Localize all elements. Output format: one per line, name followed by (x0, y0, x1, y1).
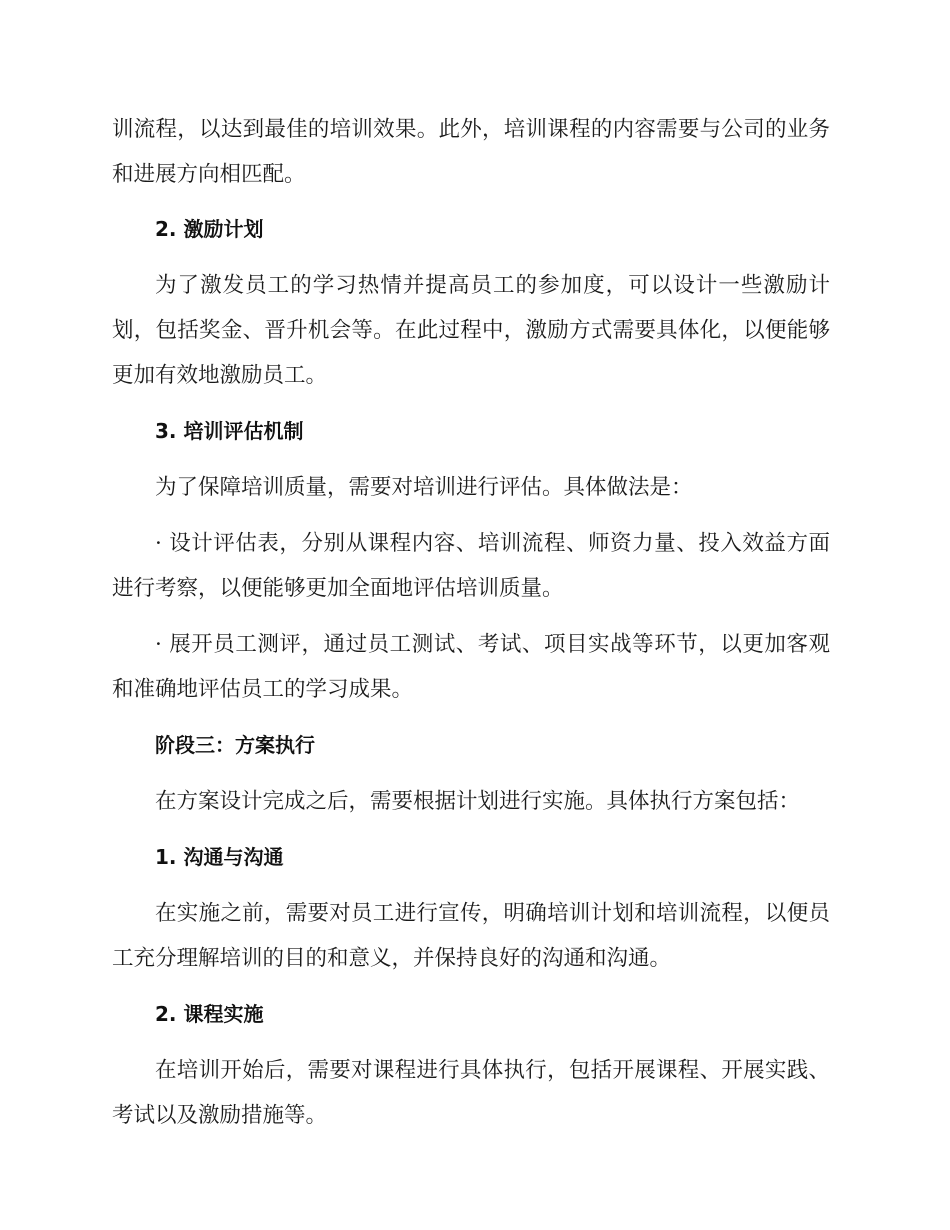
bullet-evaluation-form: · 设计评估表，分别从课程内容、培训流程、师资力量、投入效益方面进行考察，以便能够更加全面地评估培训质量。 (112, 531, 830, 601)
paragraph-evaluation-intro: 为了保障培训质量，需要对培训进行评估。具体做法是： (155, 475, 693, 500)
paragraph-course-implementation: 在培训开始后，需要对课程进行具体执行，包括开展课程、开展实践、考试以及激励措施等。 (112, 1058, 830, 1128)
paragraph-communication: 在实施之前，需要对员工进行宣传，明确培训计划和培训流程，以便员工充分理解培训的目的和意义，并保持良好的沟通和沟通。 (112, 901, 830, 971)
heading-communication: 1. 沟通与沟通 (155, 845, 284, 869)
paragraph-incentive: 为了激发员工的学习热情并提高员工的参加度，可以设计一些激励计划，包括奖金、晋升机会等。在此过程中，激励方式需要具体化，以便能够更加有效地激励员工。 (112, 273, 830, 388)
heading-incentive-plan: 2. 激励计划 (155, 217, 264, 241)
document-body (112, 107, 830, 1149)
bullet-employee-assessment: · 展开员工测评，通过员工测试、考试、项目实战等环节，以更加客观和准确地评估员工的学习成果。 (112, 632, 830, 702)
paragraph-continued: 训流程，以达到最佳的培训效果。此外，培训课程的内容需要与公司的业务和进展方向相匹配。 (112, 117, 830, 187)
heading-course-implementation: 2. 课程实施 (155, 1002, 264, 1026)
heading-stage-three: 阶段三：方案执行 (155, 733, 315, 757)
heading-evaluation-mechanism: 3. 培训评估机制 (155, 419, 304, 443)
paragraph-execution-intro: 在方案设计完成之后，需要根据计划进行实施。具体执行方案包括： (155, 789, 801, 814)
